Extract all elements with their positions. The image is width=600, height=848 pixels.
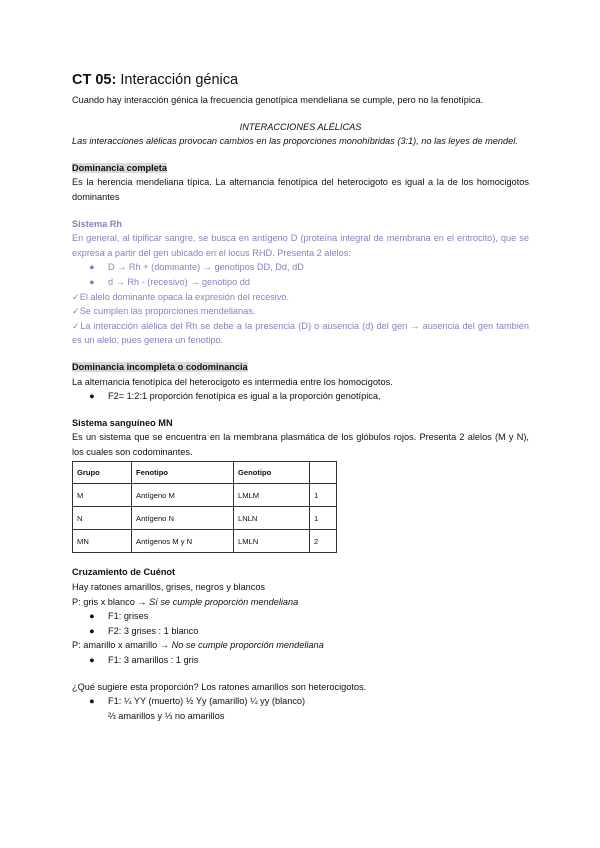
- table-cell: 1: [310, 507, 337, 530]
- list-item: ● F1: ¼ YY (muerto) ½ Yy (amarillo) ¼ yy (blanco): [89, 696, 306, 707]
- table-cell: Antígeno N: [132, 507, 234, 530]
- list-item: ● d → Rh - (recesivo) → genotipo dd: [89, 276, 250, 287]
- dominancia-text: Es la herencia mendeliana típica. La alternancia fenotípica del heterocigoto es igual a la de los homocigotos dominantes: [72, 177, 529, 202]
- rh-heading: Sistema Rh: [72, 218, 123, 229]
- cuenot-question: ¿Qué sugiere esta proporción? Los ratones amarillos son heterocigotos.: [72, 681, 367, 692]
- rh-text: En general, al tipificar sangre, se busca en antígeno D (proteína integral de membrana en el eritrocito), que se expresa a partir del gen ubicado en el locus RHD. Presenta 2 alelos:: [72, 233, 529, 258]
- table-cell: N: [73, 507, 132, 530]
- table-header: [310, 462, 337, 484]
- table-cell: LNLN: [234, 507, 310, 530]
- rh-check-3: ✓La interacción alélica del Rh se debe a la presencia (D) o ausencia (d) del gen → ausencia del gen también es un alelo, pues genera un fenotipo.: [72, 320, 529, 346]
- page-title: CT 05: Interacción génica: [72, 72, 239, 88]
- table-cell: LMLN: [234, 530, 310, 553]
- list-item: ● F2= 1:2:1 proporción fenotípica es igual a la proporción genotípica,: [89, 391, 381, 402]
- table-cell: Antígenos M y N: [132, 530, 234, 553]
- table-cell: Antígeno M: [132, 484, 234, 507]
- list-item: ● D → Rh + (dominante) → genotipos DD, Dd, dD: [89, 262, 304, 273]
- rh-check-1: ✓El alelo dominante opaca la expresión del recesivo.: [72, 291, 290, 302]
- table-row: [73, 507, 337, 530]
- list-item: ● F1: 3 amarillos : 1 gris: [89, 655, 199, 666]
- rh-bullet-list: [72, 260, 529, 289]
- answer-list: [72, 694, 529, 709]
- table-cell: 2: [310, 530, 337, 553]
- table-cell: 1: [310, 484, 337, 507]
- table-header-row: [73, 462, 337, 484]
- cross1-list: [72, 609, 529, 638]
- incompleta-heading: Dominancia incompleta o codominancia: [72, 361, 248, 372]
- cuenot-cross1: P: gris x blanco → Sí se cumple proporción mendeliana: [72, 596, 299, 607]
- mn-heading: Sistema sanguíneo MN: [72, 417, 173, 428]
- dominancia-heading: Dominancia completa: [72, 162, 167, 173]
- section-title: INTERACCIONES ALÉLICAS: [239, 121, 362, 132]
- cuenot-heading: Cruzamiento de Cuénot: [72, 567, 176, 578]
- mn-text: Es un sistema que se encuentra en la membrana plasmática de los glóbulos rojos. Presenta 2 alelos (M y N), los cuales son codominantes.: [72, 432, 529, 457]
- section-intro: Las interacciones alélicas provocan cambios en las proporciones monohíbridas (3:1), no las leyes de mendel.: [72, 136, 518, 147]
- table-row: [73, 484, 337, 507]
- table-header: Fenotipo: [132, 462, 234, 484]
- rh-check-2: ✓Se cumplen las proporciones mendelianas.: [72, 306, 256, 317]
- table-header: Genotipo: [234, 462, 310, 484]
- cross2-list: [72, 653, 529, 668]
- table-header: Grupo: [73, 462, 132, 484]
- incompleta-text: La alternancia fenotípica del heterocigoto es intermedia entre los homocigotos.: [72, 376, 393, 387]
- cuenot-line1: Hay ratones amarillos, grises, negros y blancos: [72, 582, 266, 593]
- answer-sub: ⅔ amarillos y ⅓ no amarillos: [108, 710, 225, 721]
- list-item: ● F1: grises: [89, 611, 149, 622]
- incompleta-list: [72, 389, 529, 404]
- mn-table: [72, 461, 337, 553]
- table-row: [73, 530, 337, 553]
- document-page: [72, 72, 529, 723]
- table-cell: MN: [73, 530, 132, 553]
- table-cell: M: [73, 484, 132, 507]
- intro-text: Cuando hay interacción génica la frecuencia genotípica mendeliana se cumple, pero no la fenotípica.: [72, 95, 484, 105]
- table-cell: LMLM: [234, 484, 310, 507]
- cuenot-cross2: P: amarillo x amarillo → No se cumple proporción mendeliana: [72, 640, 324, 651]
- list-item: ● F2: 3 grises : 1 blanco: [89, 625, 199, 636]
